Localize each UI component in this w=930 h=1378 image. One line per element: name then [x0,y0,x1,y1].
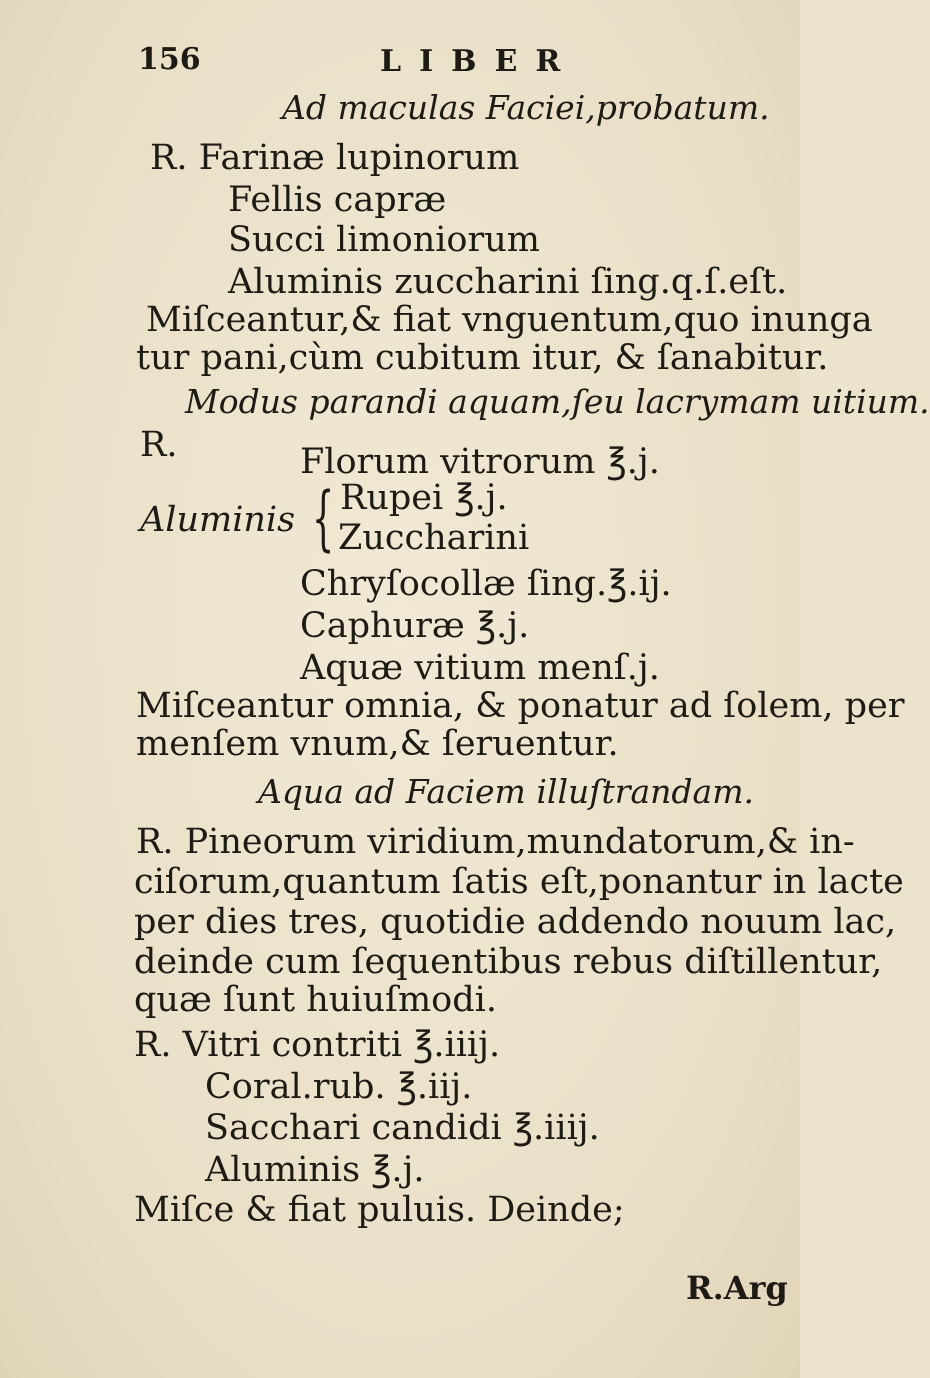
recipe-line: Rupei ℥.j. [340,478,508,518]
recipe-line: R. Farinæ lupinorum [150,138,520,178]
recipe-line: R. Vitri contriti ℥.iiij. [134,1025,501,1065]
running-title: LIBER [380,44,579,79]
recipe-line: R. [140,425,178,465]
recipe-line: Zuccharini [338,518,530,558]
page-number: 156 [138,42,201,77]
recipe-line: Succi limoniorum [228,220,540,260]
recipe-line: tur pani,cùm cubitum itur, & ſanabitur. [136,338,829,378]
catchword: R.Arg [686,1269,788,1307]
recipe-line: menſem vnum,& ſeruentur. [136,724,619,764]
recipe-line: deinde cum ſequentibus rebus diſtillentur, [134,942,883,982]
recipe-line: R. Pineorum viridium,mundatorum,& in- [136,822,855,862]
recipe-line: Aluminis ℥.j. [205,1150,425,1190]
recipe-line: Miſce & fiat puluis. Deinde; [134,1190,625,1230]
recipe-line: Miſceantur omnia, & ponatur ad ſolem, per [136,686,905,726]
recipe-line: quæ ſunt huiuſmodi. [134,980,497,1020]
recipe-line: Chryſocollæ ſing.℥.ij. [300,564,672,604]
recipe-line: Aluminis zuccharini ſing.q.ſ.eſt. [228,262,788,302]
recipe-line: Miſceantur,& fiat vnguentum,quo inunga [146,300,873,340]
recipe-line: Caphuræ ℥.j. [300,606,530,646]
section-title-maculas: Ad maculas Faciei,probatum. [282,88,770,127]
brace-icon: { [312,477,335,559]
recipe-line: Sacchari candidi ℥.iiij. [205,1108,600,1148]
recipe-line: Aluminis [140,500,296,540]
section-title-faciem: Aqua ad Faciem illuſtrandam. [258,772,755,811]
recipe-line: Coral.rub. ℥.iij. [205,1067,473,1107]
recipe-line: ciſorum,quantum ſatis eſt,ponantur in lacte [134,862,904,902]
section-title-lacrymam: Modus parandi aquam,ſeu lacrymam uitium. [185,382,930,421]
recipe-line: Fellis capræ [228,180,447,220]
recipe-line: per dies tres, quotidie addendo nouum lac, [134,902,897,942]
recipe-line: Aquæ vitium menſ.j. [300,648,660,688]
recipe-line: Florum vitrorum ℥.j. [300,442,660,482]
